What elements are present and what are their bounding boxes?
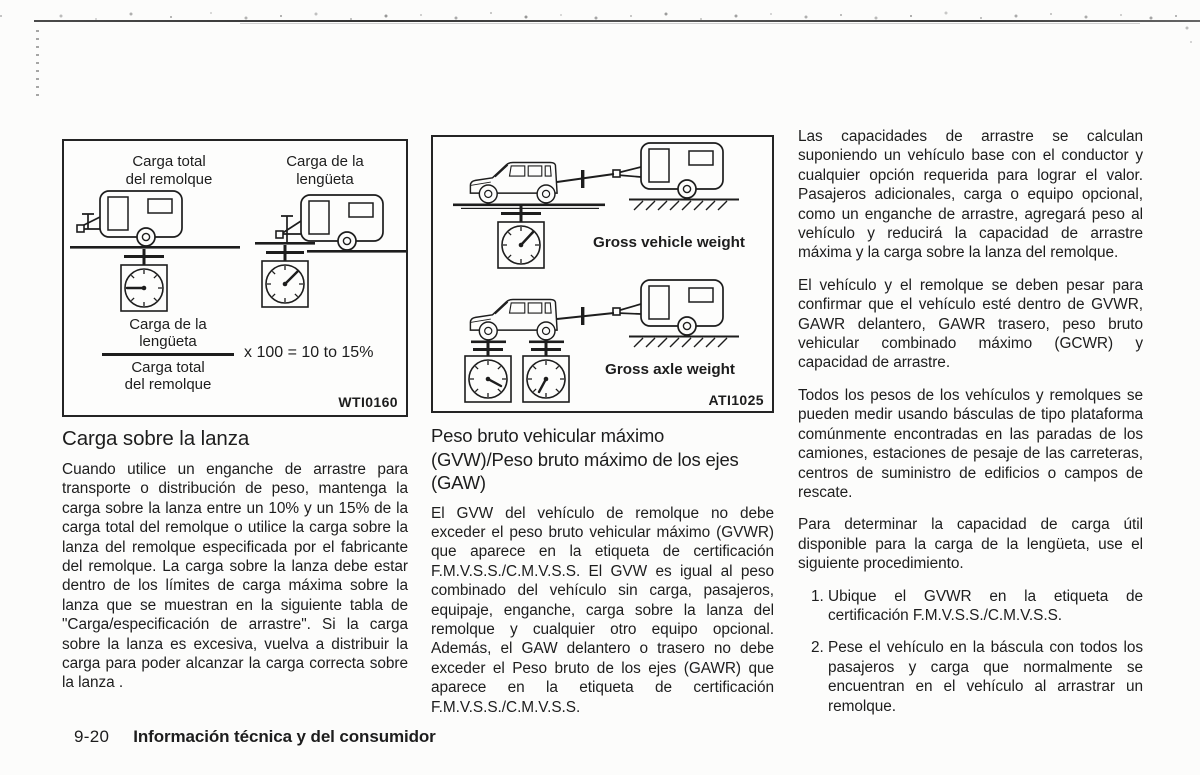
section-heading-tongue-load: Carga sobre la lanza <box>62 427 250 450</box>
tongue-load-formula: x 100 = 10 to 15% <box>244 344 374 361</box>
paragraph-weigh-vehicle: El vehículo y el remolque se deben pesar para confirmar que el vehículo esté dentro de GVWR, GAWR delantero, GAWR trasero, peso bruto vehicular combinado máximo (GCWR) y capacidad de arrastre. <box>798 276 1143 372</box>
towed-trailer-icon <box>613 143 739 210</box>
label-total-trailer-load: Carga total del remolque <box>125 153 213 188</box>
paragraph-gvw-gaw: El GVW del vehículo de remolque no debe exceder el peso bruto vehicular máximo (GVWR) que aparece en la etiqueta de certificación F.M.V.S.S./C.M.V.S.S. El GVW es igual al peso combinado del vehículo sin carga, pasajeros, equipaje, enganche, carga sobre la lanza del remolque y cualquier otro equipo opcional. Además, el GAW delantero o trasero no debe exceder el Peso bruto de los ejes (GAWR) que aparece en la etiqueta de certificación F.M.V.S.S./C.M.V.S.S. <box>431 504 774 716</box>
paragraph-procedure-intro: Para determinar la capacidad de carga útil disponible para la carga de la lengüeta, use el siguiente procedimiento. <box>798 516 1143 573</box>
towed-trailer-icon-2 <box>613 280 739 347</box>
column-right <box>798 127 1143 729</box>
label-gross-vehicle-weight: Gross vehicle weight <box>593 234 745 251</box>
list-item-1 <box>798 587 1143 626</box>
page-footer <box>74 727 436 747</box>
paragraph-tongue-load: Cuando utilice un enganche de arrastre para transporte o distribución de peso, mantenga la carga sobre la lanza entre un 10% y un 15% de la carga total del remolque o utilice la carga sobre la lanza del remolque especificada por el fabricante del remolque. La carga sobre la lanza debe estar dentro de los límites de carga máxima sobre la lanza que se muestran en la siguiente tabla de "Carga/especificación de arrastre". Si la carga sobre la lanza es excesiva, vuelva a distribuir la carga para poder alcanzar la carga correcta sobre la lanza . <box>62 461 408 692</box>
fraction-line <box>102 353 234 356</box>
fraction-numerator: Carga de la lengüeta <box>129 316 207 350</box>
list-item-2 <box>798 638 1143 716</box>
scan-noise-line-faint <box>240 23 1140 24</box>
list-text: Ubique el GVWR en la etiqueta de certificación F.M.V.S.S./C.M.V.S.S. <box>828 587 1143 624</box>
figure-gross-weight <box>431 135 774 413</box>
list-text: Pese el vehículo en la báscula con todos los pasajeros y carga que normalmente se encuentran en el vehículo al arrastrar un remolque. <box>828 639 1143 715</box>
paragraph-platform-scales: Todos los pesos de los vehículos y remolques se pueden medir usando básculas de tipo plataforma comúnmente encontradas en las paradas de los camiones, estaciones de pesaje de las carreteras, centros de suministro de edificios o campos de rescate. <box>798 386 1143 501</box>
label-gross-axle-weight: Gross axle weight <box>605 361 735 378</box>
trailer-total-weight-icon <box>70 191 240 311</box>
figure-code: ATI1025 <box>708 392 764 408</box>
section-heading-gvw-gaw: Peso bruto vehicular máximo (GVW)/Peso bruto máximo de los ejes (GAW) <box>431 425 739 493</box>
page-number: 9-20 <box>74 727 110 746</box>
scan-noise-speckles <box>0 15 2 17</box>
trailer-tongue-weight-icon <box>255 195 406 307</box>
scan-noise-edge <box>36 30 39 102</box>
list-number: 1. <box>811 587 824 605</box>
suv-on-axle-scales-icon <box>465 300 569 403</box>
figure-tongue-load <box>62 139 408 417</box>
column-left <box>62 139 408 706</box>
label-tongue-load: Carga de la lengüeta <box>286 153 364 188</box>
chapter-title: Información técnica y del consumidor <box>133 727 436 746</box>
paragraph-towing-capacities: Las capacidades de arrastre se calculan suponiendo un vehículo base con el conductor y cualquier opción requerida para lograr el valor. Pasajeros adicionales, carga o equipo opcional, como un enganche de arrastre, agregará peso al vehículo y reducirá la capacidad de arrastre máxima y la carga sobre la lanza del remolque. <box>798 128 1143 262</box>
scan-noise-line <box>34 20 1200 22</box>
list-number: 2. <box>811 639 824 657</box>
column-middle <box>431 135 774 730</box>
figure-code: WTI0160 <box>338 394 398 410</box>
fraction-denominator: Carga total del remolque <box>124 359 212 393</box>
